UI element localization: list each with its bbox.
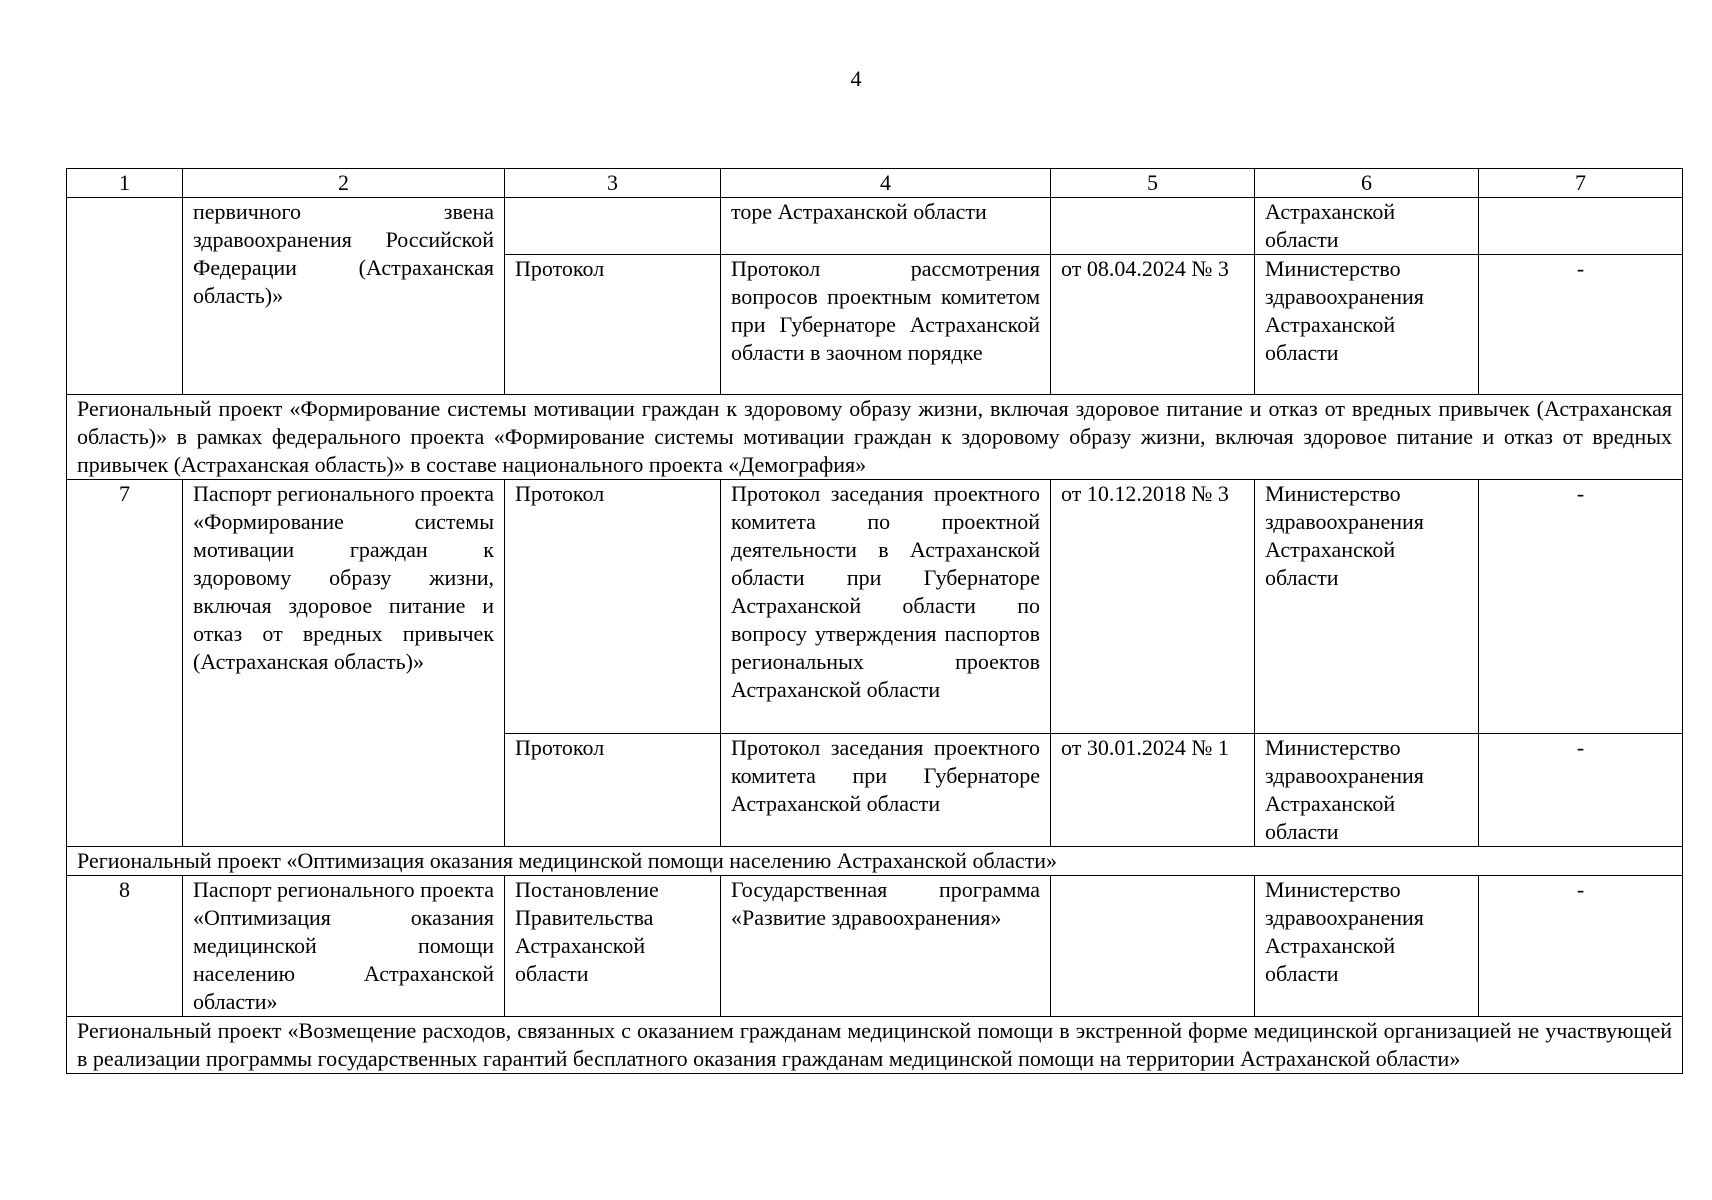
document-title-cell: Протокол заседания проектного комитета по проектной деятельности в Астраханской области при Губернаторе Астраханской области по вопросу утверждения паспортов региональных проектов Астраханской области xyxy=(721,480,1051,734)
table-row xyxy=(67,480,1683,734)
section-heading: Региональный проект «Возмещение расходов, связанных с оказанием гражданам медицинской помощи в экстренной форме медицинской организацией не участвующей в реализации программы государственных гарантий бесплатного оказания гражданам медицинской помощи на территории Астраханской области» xyxy=(67,1017,1683,1074)
column-number-row xyxy=(67,169,1683,198)
table-row xyxy=(67,198,1683,255)
responsible-body-cell: Министерство здравоохранения Астраханской области xyxy=(1255,480,1479,734)
responsible-body-cell: Министерство здравоохранения Астраханской области xyxy=(1255,734,1479,847)
document-type-cell: Протокол xyxy=(505,255,721,395)
page-number: 4 xyxy=(850,66,862,91)
document-title-cell: Протокол заседания проектного комитета при Губернаторе Астраханской области xyxy=(721,734,1051,847)
document-name-cell: Паспорт регионального проекта «Формирование системы мотивации граждан к здоровому образу жизни, включая здоровое питание и отказ от вредных привычек (Астраханская область)» xyxy=(183,480,505,847)
responsible-body-cell: Министерство здравоохранения Астраханской области xyxy=(1255,255,1479,395)
row-number-cell: 8 xyxy=(67,876,183,1017)
note-cell: - xyxy=(1479,480,1683,734)
document-date-cell: от 10.12.2018 № 3 xyxy=(1051,480,1255,734)
row-number-cell: 7 xyxy=(67,480,183,847)
row-number-cell xyxy=(67,198,183,395)
document-title-cell: Протокол рассмотрения вопросов проектным комитетом при Губернаторе Астраханской области в заочном порядке xyxy=(721,255,1051,395)
column-number: 7 xyxy=(1479,169,1683,198)
note-cell: - xyxy=(1479,734,1683,847)
column-number: 1 xyxy=(67,169,183,198)
document-table xyxy=(66,168,1683,1074)
document-type-cell: Постановление Правительства Астраханской области xyxy=(505,876,721,1017)
document-date-cell: от 30.01.2024 № 1 xyxy=(1051,734,1255,847)
document-date-cell xyxy=(1051,876,1255,1017)
section-row xyxy=(67,395,1683,480)
section-heading: Региональный проект «Оптимизация оказания медицинской помощи населению Астраханской области» xyxy=(67,847,1683,876)
document-name-cell: Паспорт регионального проекта «Оптимизация оказания медицинской помощи населению Астраханской области» xyxy=(183,876,505,1017)
responsible-body-cell: Астраханской области xyxy=(1255,198,1479,255)
note-cell: - xyxy=(1479,876,1683,1017)
document-date-cell xyxy=(1051,198,1255,255)
document-name-cell: первичного звена здравоохранения Российской Федерации (Астраханская область)» xyxy=(183,198,505,395)
document-date-cell: от 08.04.2024 № 3 xyxy=(1051,255,1255,395)
responsible-body-cell: Министерство здравоохранения Астраханской области xyxy=(1255,876,1479,1017)
column-number: 2 xyxy=(183,169,505,198)
section-row xyxy=(67,847,1683,876)
note-cell xyxy=(1479,198,1683,255)
document-type-cell: Протокол xyxy=(505,734,721,847)
column-number: 6 xyxy=(1255,169,1479,198)
document-type-cell xyxy=(505,198,721,255)
document-type-cell: Протокол xyxy=(505,480,721,734)
document-title-cell: Государственная программа «Развитие здравоохранения» xyxy=(721,876,1051,1017)
section-heading: Региональный проект «Формирование системы мотивации граждан к здоровому образу жизни, включая здоровое питание и отказ от вредных привычек (Астраханская область)» в рамках федерального проекта «Формирование системы мотивации граждан к здоровому образу жизни, включая здоровое питание и отказ от вредных привычек (Астраханская область)» в составе национального проекта «Демография» xyxy=(67,395,1683,480)
note-cell: - xyxy=(1479,255,1683,395)
column-number: 3 xyxy=(505,169,721,198)
document-title-cell: торе Астраханской области xyxy=(721,198,1051,255)
column-number: 5 xyxy=(1051,169,1255,198)
section-row xyxy=(67,1017,1683,1074)
column-number: 4 xyxy=(721,169,1051,198)
table-row xyxy=(67,876,1683,1017)
